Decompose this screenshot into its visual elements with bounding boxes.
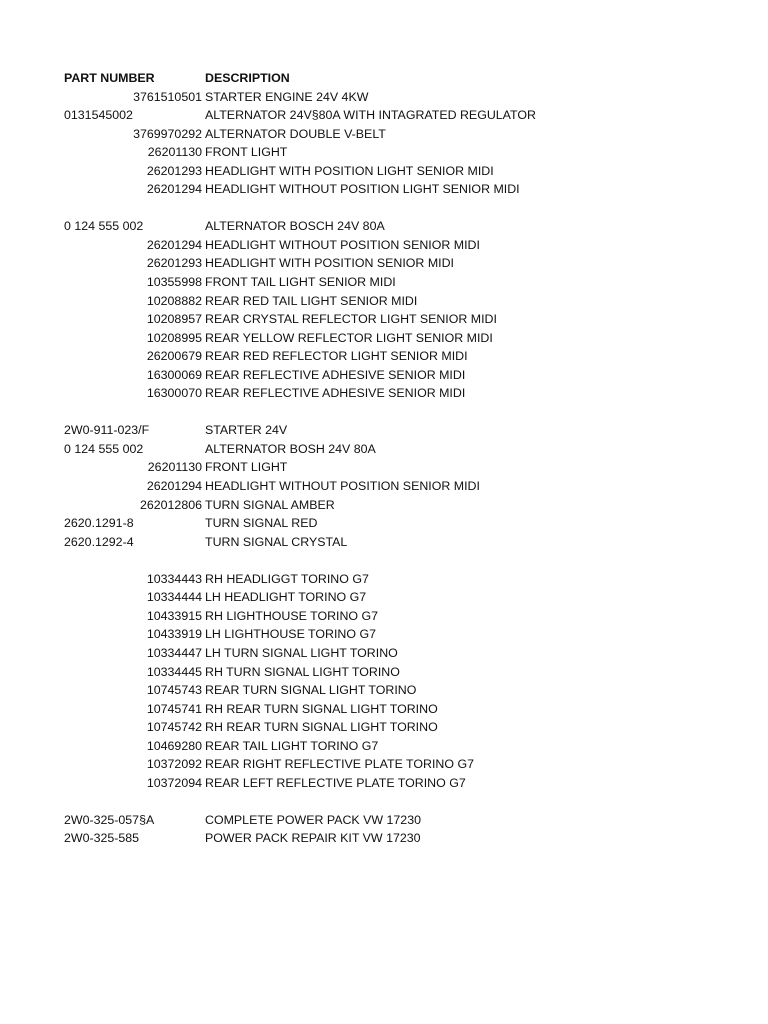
description-cell: LH LIGHTHOUSE TORINO G7 [205, 627, 376, 642]
description-cell: FRONT LIGHT [205, 460, 288, 475]
description-cell: STARTER 24V [205, 423, 288, 438]
description-cell: TURN SIGNAL RED [205, 516, 318, 531]
part-number-cell: 10334444 [146, 590, 202, 605]
part-number-cell: 26201293 [146, 256, 202, 271]
description-cell: HEADLIGHT WITH POSITION LIGHT SENIOR MIDI [205, 163, 494, 178]
description-cell: TURN SIGNAL CRYSTAL [205, 534, 348, 549]
table-row [0, 273, 768, 292]
part-number-cell: 10334447 [146, 645, 202, 660]
part-number-cell: 10433919 [146, 627, 202, 642]
parts-sheet [0, 69, 768, 848]
table-row [0, 125, 768, 144]
table-row [0, 347, 768, 366]
description-cell: REAR TURN SIGNAL LIGHT TORINO [205, 683, 417, 698]
description-cell: HEADLIGHT WITH POSITION SENIOR MIDI [205, 256, 454, 271]
table-row [0, 106, 768, 125]
part-number-cell: 3761510501 [133, 89, 202, 104]
part-number-cell: 26201293 [146, 163, 202, 178]
blank-row [0, 403, 768, 422]
description-cell: REAR LEFT REFLECTIVE PLATE TORINO G7 [205, 775, 466, 790]
part-number-cell: 10334445 [146, 664, 202, 679]
part-number-cell: 0131545002 [64, 108, 133, 123]
table-row [0, 366, 768, 385]
table-row [0, 718, 768, 737]
part-number-cell: 26201130 [147, 460, 202, 475]
description-cell: HEADLIGHT WITHOUT POSITION SENIOR MIDI [205, 479, 480, 494]
part-number-cell: 10372094 [146, 775, 202, 790]
description-cell: ALTERNATOR 24V§80A WITH INTAGRATED REGULATOR [205, 108, 536, 123]
part-number-cell: 10745742 [146, 720, 202, 735]
table-row [0, 588, 768, 607]
table-row [0, 458, 768, 477]
table-row [0, 143, 768, 162]
header-row [0, 69, 768, 88]
table-row [0, 663, 768, 682]
part-number-cell: 10745743 [146, 683, 202, 698]
table-row [0, 755, 768, 774]
part-number-cell: 10208995 [146, 330, 202, 345]
description-cell: ALTERNATOR DOUBLE V-BELT [205, 126, 386, 141]
part-number-cell: 2W0-911-023/F [64, 423, 150, 438]
part-number-cell: 10745741 [146, 701, 202, 716]
table-row [0, 217, 768, 236]
description-cell: HEADLIGHT WITHOUT POSITION LIGHT SENIOR MIDI [205, 182, 520, 197]
description-cell: REAR RED TAIL LIGHT SENIOR MIDI [205, 293, 418, 308]
description-cell: RH TURN SIGNAL LIGHT TORINO [205, 664, 400, 679]
part-number-cell: 3769970292 [133, 126, 202, 141]
table-row [0, 811, 768, 830]
table-row [0, 644, 768, 663]
part-number-cell: 10208957 [146, 312, 202, 327]
table-row [0, 774, 768, 793]
description-cell: REAR REFLECTIVE ADHESIVE SENIOR MIDI [205, 386, 466, 401]
part-number-cell: 26201130 [147, 145, 202, 160]
table-row [0, 236, 768, 255]
table-row [0, 681, 768, 700]
table-row [0, 421, 768, 440]
table-row [0, 625, 768, 644]
description-cell: REAR RIGHT REFLECTIVE PLATE TORINO G7 [205, 757, 474, 772]
part-number-cell: 16300070 [146, 386, 202, 401]
part-number-cell: 0 124 555 002 [64, 441, 144, 456]
description-cell: REAR TAIL LIGHT TORINO G7 [205, 738, 379, 753]
table-row [0, 254, 768, 273]
description-cell: STARTER ENGINE 24V 4KW [205, 89, 369, 104]
description-cell: RH REAR TURN SIGNAL LIGHT TORINO [205, 701, 438, 716]
table-row [0, 829, 768, 848]
table-row [0, 607, 768, 626]
blank-row [0, 551, 768, 570]
blank-row [0, 792, 768, 811]
part-number-cell: 10469280 [146, 738, 202, 753]
table-row [0, 570, 768, 589]
description-cell: RH REAR TURN SIGNAL LIGHT TORINO [205, 720, 438, 735]
description-cell: LH HEADLIGHT TORINO G7 [205, 590, 367, 605]
part-number-cell: 10334443 [146, 571, 202, 586]
table-row [0, 162, 768, 181]
part-number-cell: 10433915 [146, 608, 202, 623]
table-row [0, 533, 768, 552]
part-number-cell: 26200679 [146, 349, 202, 364]
part-number-cell: 0 124 555 002 [64, 219, 144, 234]
description-cell: REAR RED REFLECTOR LIGHT SENIOR MIDI [205, 349, 468, 364]
part-number-cell: 2620.1291-8 [64, 516, 134, 531]
part-number-cell: 26201294 [146, 479, 202, 494]
table-row [0, 514, 768, 533]
parts-list [0, 88, 768, 848]
part-number-cell: 26201294 [146, 237, 202, 252]
description-cell: RH LIGHTHOUSE TORINO G7 [205, 608, 379, 623]
table-row [0, 496, 768, 515]
part-number-header: PART NUMBER [64, 71, 155, 85]
description-header: DESCRIPTION [205, 71, 290, 85]
table-row [0, 737, 768, 756]
part-number-cell: 10208882 [146, 293, 202, 308]
table-row [0, 88, 768, 107]
part-number-cell: 2620.1292-4 [64, 534, 134, 549]
description-cell: LH TURN SIGNAL LIGHT TORINO [205, 645, 398, 660]
description-cell: HEADLIGHT WITHOUT POSITION SENIOR MIDI [205, 237, 480, 252]
part-number-cell: 10355998 [146, 275, 202, 290]
table-row [0, 384, 768, 403]
description-cell: ALTERNATOR BOSCH 24V 80A [205, 219, 385, 234]
description-cell: POWER PACK REPAIR KIT VW 17230 [205, 831, 421, 846]
part-number-cell: 26201294 [146, 182, 202, 197]
description-cell: FRONT LIGHT [205, 145, 288, 160]
part-number-cell: 10372092 [146, 757, 202, 772]
description-cell: FRONT TAIL LIGHT SENIOR MIDI [205, 275, 396, 290]
table-row [0, 329, 768, 348]
part-number-cell: 262012806 [139, 497, 202, 512]
description-cell: COMPLETE POWER PACK VW 17230 [205, 812, 421, 827]
blank-row [0, 199, 768, 218]
table-row [0, 440, 768, 459]
description-cell: RH HEADLIGGT TORINO G7 [205, 571, 369, 586]
part-number-cell: 2W0-325-057§A [64, 812, 155, 827]
description-cell: REAR YELLOW REFLECTOR LIGHT SENIOR MIDI [205, 330, 493, 345]
table-row [0, 477, 768, 496]
table-row [0, 310, 768, 329]
description-cell: REAR CRYSTAL REFLECTOR LIGHT SENIOR MIDI [205, 312, 497, 327]
part-number-cell: 16300069 [146, 367, 202, 382]
table-row [0, 180, 768, 199]
table-row [0, 700, 768, 719]
description-cell: TURN SIGNAL AMBER [205, 497, 335, 512]
table-row [0, 292, 768, 311]
part-number-cell: 2W0-325-585 [64, 831, 140, 846]
description-cell: ALTERNATOR BOSH 24V 80A [205, 441, 376, 456]
description-cell: REAR REFLECTIVE ADHESIVE SENIOR MIDI [205, 367, 466, 382]
